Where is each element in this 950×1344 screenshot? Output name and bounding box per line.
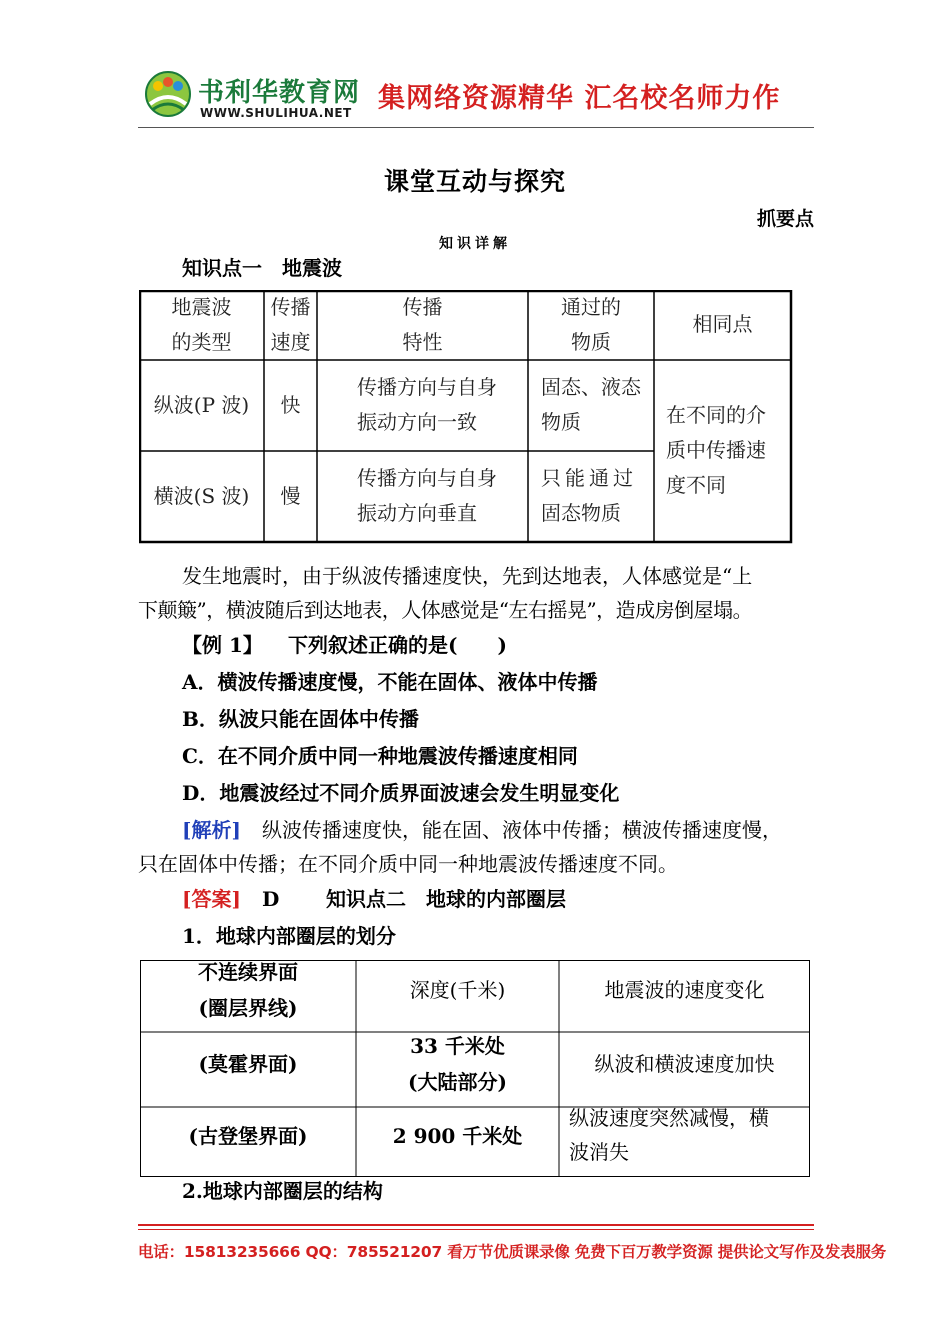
knowledge-point-1-heading: 知识点一 地震波 <box>182 256 342 280</box>
table-header-cell: 传播 速度 <box>270 295 311 354</box>
detail-label: 知识详解 <box>439 236 511 252</box>
table-cell: 慢 <box>280 484 301 508</box>
table-header-cell: 传播 特性 <box>402 295 443 354</box>
option-a: A．横波传播速度慢，不能在固体、液体中传播 <box>182 670 598 694</box>
page-title: 课堂互动与探究 <box>383 167 566 196</box>
logo-url: WWW.SHULIHUA.NET <box>200 106 352 120</box>
earth-layer-boundary-table <box>140 960 810 1178</box>
table-cell: (古登堡界面) <box>188 1124 308 1148</box>
footer-divider <box>138 1229 814 1230</box>
option-c: C．在不同介质中同一种地震波传播速度相同 <box>182 744 578 768</box>
table-cell-merged: 在不同的介 质中传播速 度不同 <box>666 403 766 497</box>
example-question: 下列叙述正确的是( ) <box>288 633 507 657</box>
option-b: B．纵波只能在固体中传播 <box>182 707 419 731</box>
table-cell: 传播方向与自身 振动方向垂直 <box>357 466 497 525</box>
analysis-text: 纵波传播速度快，能在固、液体中传播；横波传播速度慢， <box>262 818 782 842</box>
header-slogan: 集网络资源精华 汇名校名师力作 <box>378 83 781 114</box>
seismic-wave-table <box>139 290 793 544</box>
table-header-cell: 深度(千米) <box>409 978 506 1002</box>
table-cell: 2 900 千米处 <box>392 1124 523 1148</box>
table-header-cell: 地震波 的类型 <box>171 295 232 354</box>
logo-icon <box>144 70 192 118</box>
paragraph-line: 发生地震时，由于纵波传播速度快，先到达地表，人体感觉是“上 <box>182 564 753 588</box>
table-cell: 横波(S 波) <box>153 484 250 508</box>
example-label: 【例 1】 <box>182 633 263 657</box>
footer-contact: 电话：15813235666 QQ：785521207 看万节优质课录像 免费下百万教学资源 提供论文写作及发表服务 <box>138 1243 887 1261</box>
section-heading: 1．地球内部圈层的划分 <box>182 924 396 948</box>
logo-text: 书利华教育网 <box>198 78 361 108</box>
key-points-label: 抓要点 <box>756 208 814 230</box>
header-divider <box>138 127 814 128</box>
table-cell: 传播方向与自身 振动方向一致 <box>357 375 497 434</box>
table-header-cell: 不连续界面 (圈层界线) <box>198 960 298 1020</box>
section-heading: 2.地球内部圈层的结构 <box>182 1179 383 1203</box>
analysis-label: [解析] <box>182 818 241 842</box>
knowledge-point-2-heading: 知识点二 地球的内部圈层 <box>326 887 566 911</box>
table-cell: 固态、液态 物质 <box>541 375 641 434</box>
analysis-text: 只在固体中传播；在不同介质中同一种地震波传播速度不同。 <box>138 852 678 876</box>
option-d: D．地震波经过不同介质界面波速会发生明显变化 <box>182 781 620 805</box>
footer-divider <box>138 1224 814 1226</box>
table-cell: 纵波和横波速度加快 <box>594 1052 775 1076</box>
table-header-cell: 相同点 <box>692 312 753 336</box>
answer-value: D <box>262 887 280 911</box>
table-header-cell: 通过的 物质 <box>561 295 621 354</box>
table-cell: 纵波速度突然减慢，横 波消失 <box>569 1106 769 1164</box>
table-cell: (莫霍界面) <box>198 1052 298 1076</box>
answer-label: [答案] <box>182 887 241 911</box>
table-header-cell: 地震波的速度变化 <box>604 978 765 1002</box>
table-cell: 快 <box>280 393 301 417</box>
paragraph-line: 下颠簸”，横波随后到达地表，人体感觉是“左右摇晃”，造成房倒屋塌。 <box>138 598 753 622</box>
table-cell: 只能通过 固态物质 <box>541 466 637 525</box>
table-cell: 纵波(P 波) <box>153 393 250 417</box>
table-cell: 33 千米处 (大陆部分) <box>408 1034 507 1094</box>
